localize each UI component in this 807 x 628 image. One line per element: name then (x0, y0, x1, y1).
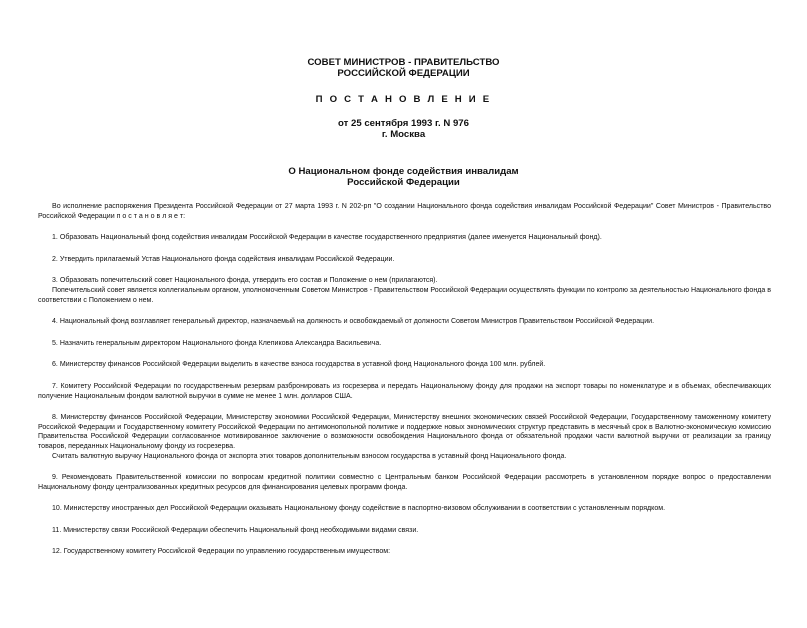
document-title-line-2: Российской Федерации (347, 177, 460, 188)
document-date-block (0, 118, 807, 140)
document-body (38, 202, 771, 557)
document-city: г. Москва (381, 129, 426, 140)
clause-1: 1. Образовать Национальный фонд содействия инвалидам Российской Федерации в качестве государственного предприятия (далее именуется Национальный фонд). (52, 234, 602, 242)
clause-2: 2. Утвердить прилагаемый Устав Национального фонда содействия инвалидам Российской Федерации. (52, 255, 395, 263)
clause-3: 3. Образовать попечительский совет Национального фонда, утвердить его состав и Положение о нем (прилагаются). (52, 277, 438, 285)
issuer-line-2: РОССИЙСКОЙ ФЕДЕРАЦИИ (337, 68, 470, 79)
issuer-heading (0, 57, 807, 79)
clause-11: 11. Министерству связи Российской Федерации обеспечить Национальный фонд необходимыми видами связи. (52, 526, 419, 534)
clause-6: 6. Министерству финансов Российской Федерации выделить в качестве взноса государства в уставной фонд Национального фонда 100 млн. рублей. (52, 361, 546, 369)
clause-10: 10. Министерству иностранных дел Российской Федерации оказывать Национальному фонду содействие в паспортно-визовом обслуживании в соответствии с установленным порядком. (52, 505, 666, 513)
issuer-line-1: СОВЕТ МИНИСТРОВ - ПРАВИТЕЛЬСТВО (307, 57, 500, 68)
clause-3-continuation: Попечительский совет является коллегиальным органом, уполномоченным Советом Министров - Правительством Российской Федерации осуществлять функции по контролю за деятельностью Национального фонда в соответствии с Положением о нем. (38, 286, 771, 304)
document-title-line-1: О Национальном фонде содействия инвалидам (288, 166, 519, 177)
clause-12: 12. Государственному комитету Российской Федерации по управлению государственным имуществом: (52, 548, 391, 556)
document-title (0, 166, 807, 188)
clause-8-continuation: Считать валютную выручку Национального фонда от экспорта этих товаров дополнительным взносом государства в уставный фонд Национального фонда. (52, 452, 567, 460)
clause-9: 9. Рекомендовать Правительственной комиссии по вопросам кредитной политики совместно с Центральным банком Российской Федерации рассмотреть в установленном порядке вопрос о предоставлении Национальному фонду централизованных кредитных ресурсов для финансирования целевых программ фонда. (38, 474, 771, 491)
document-date-number: от 25 сентября 1993 г. N 976 (338, 118, 469, 129)
clause-8: 8. Министерству финансов Российской Федерации, Министерству экономики Российской Федерации, Министерству внешних экономических связей Российской Федерации, Государственному таможенному комитету Российской Федерации и Государственному комитету Российской Федерации по антимонопольной политике и поддержке новых экономических структур представить в месячный срок в Валютно-экономическую комиссию Правительства Российской Федерации согласованное мотивированное заключение о возможности освобождения Национального фонда от обязательной продажи части валютной выручки от реализации за границу товаров, переданных Национальному фонду из госрезерва. (38, 414, 771, 450)
clause-5: 5. Назначить генеральным директором Национального фонда Клепикова Александра Васильевича. (52, 339, 382, 347)
clause-7: 7. Комитету Российской Федерации по государственным резервам разбронировать из госрезерва и передать Национальному фонду для продажи на экспорт товары по номенклатуре и в объемах, обеспечивающих получение Национальным фондом валютной выручки в сумме не менее 1 млн. долларов США. (38, 382, 771, 400)
document-page (0, 57, 807, 628)
clause-4: 4. Национальный фонд возглавляет генеральный директор, назначаемый на должность и освобождаемый от должности Советом Министров Правительством Российской Федерации. (52, 318, 655, 326)
document-type: П О С Т А Н О В Л Е Н И Е (315, 94, 492, 105)
preamble-paragraph: Во исполнение распоряжения Президента Российской Федерации от 27 марта 1993 г. N 202-рп "О создании Национального фонда содействия инвалидам Российской Федерации" Совет Министров - Правительство Российской Федерации п о с т а н о в л я е т: (38, 203, 771, 220)
